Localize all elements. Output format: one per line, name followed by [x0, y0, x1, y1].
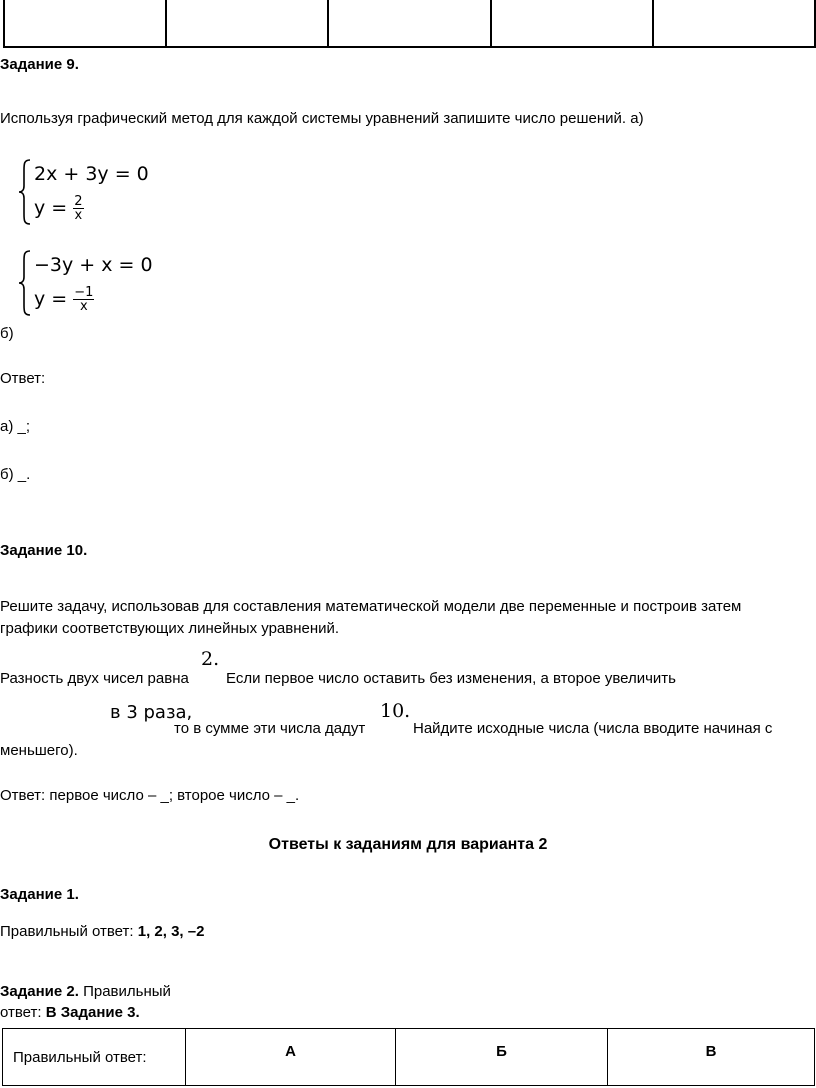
answer2-line1 — [0, 982, 171, 1002]
task10-line3-end: Если первое число оставить без изменения, а второе увеличить — [226, 670, 676, 687]
table-cell — [4, 0, 166, 47]
table-cell — [328, 0, 490, 47]
math-three-times: в 3 раза, — [110, 702, 193, 723]
system-a-fraction — [73, 195, 83, 222]
answer1-value: 1, 2, 3, –2 — [137, 923, 205, 940]
system-a-eq2-lhs: y = — [34, 197, 68, 219]
answer1-line — [0, 922, 204, 942]
task9-answer-a: а) _; — [0, 418, 31, 435]
fraction-numerator: −1 — [74, 285, 94, 300]
equation-system-a — [18, 158, 218, 226]
task9-heading: Задание 9. — [0, 56, 79, 73]
answer2-line2-bold: В Задание 3. — [45, 1004, 140, 1021]
brace-icon — [18, 158, 32, 226]
task9-answer-label: Ответ: — [0, 370, 46, 387]
table-cell — [653, 0, 815, 47]
answer2-heading: Задание 2. — [0, 983, 79, 1000]
task10-answer: Ответ: первое число – _; второе число – _. — [0, 787, 300, 804]
answer-table-col-a: А — [186, 1029, 396, 1086]
system-a-eq2 — [34, 194, 84, 222]
task10-line4-end: Найдите исходные числа (числа вводите начиная с — [413, 720, 773, 737]
system-b-eq2-lhs: y = — [34, 288, 68, 310]
answer-table-col-c: В — [608, 1029, 815, 1086]
fraction-denominator: x — [80, 299, 88, 314]
answer2-text: Правильный — [78, 983, 171, 1000]
math-value-2: 2. — [201, 648, 220, 670]
task9-label-b: б) — [0, 325, 14, 342]
system-b-fraction — [73, 286, 94, 313]
task10-heading: Задание 10. — [0, 542, 88, 559]
equation-system-b — [18, 249, 218, 317]
math-value-10: 10. — [380, 700, 411, 722]
fraction-numerator: 2 — [74, 194, 83, 209]
system-a-eq1: 2x + 3y = 0 — [34, 163, 149, 185]
task9-prompt: Используя графический метод для каждой системы уравнений запишите число решений. а) — [0, 110, 644, 127]
answer1-heading: Задание 1. — [0, 886, 79, 903]
answer1-label: Правильный ответ: — [0, 923, 138, 940]
top-table — [3, 0, 816, 48]
task10-line2: графики соответствующих линейных уравнений. — [0, 620, 340, 637]
answer2-line2-label: ответ: — [0, 1004, 46, 1021]
system-b-eq2 — [34, 285, 94, 313]
fraction-denominator: x — [74, 208, 83, 223]
answer-table — [2, 1028, 815, 1086]
system-b-eq1: −3y + x = 0 — [34, 254, 153, 276]
task10-line4-mid: то в сумме эти числа дадут — [174, 720, 366, 737]
table-cell — [166, 0, 328, 47]
task10-line1: Решите задачу, использовав для составления математической модели две переменные и построив затем — [0, 598, 742, 615]
task10-line5: меньшего). — [0, 742, 78, 759]
answer-table-label: Правильный ответ: — [3, 1029, 186, 1086]
answer2-line2 — [0, 1003, 140, 1023]
task10-line3-start: Разность двух чисел равна — [0, 670, 189, 687]
task9-answer-b: б) _. — [0, 466, 31, 483]
answers-title: Ответы к заданиям для варианта 2 — [268, 836, 548, 853]
table-cell — [491, 0, 653, 47]
brace-icon — [18, 249, 32, 317]
answer-table-col-b: Б — [396, 1029, 608, 1086]
